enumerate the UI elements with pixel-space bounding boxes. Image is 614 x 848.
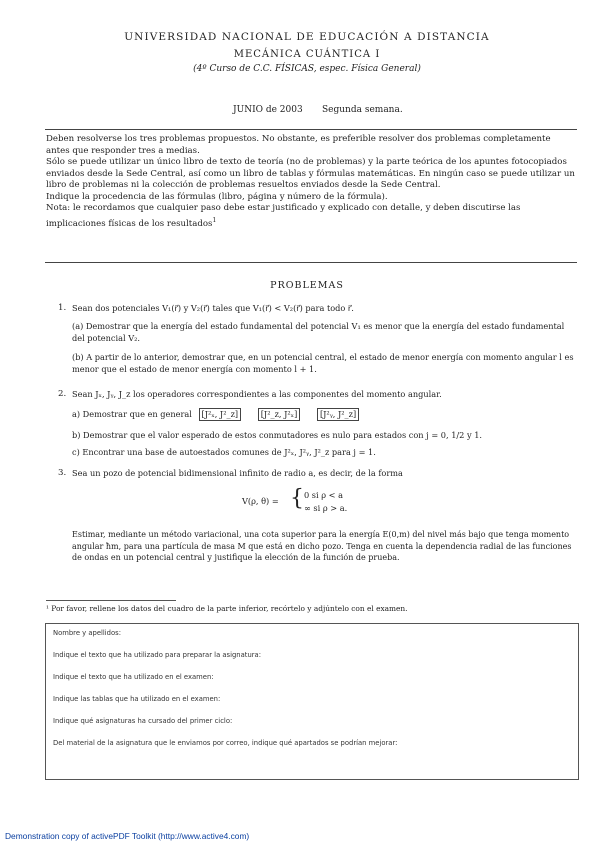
course-title: MECÁNICA CUÁNTICA I — [233, 49, 381, 60]
problems-heading: PROBLEMAS — [270, 280, 344, 291]
instruction-4 — [46, 203, 576, 230]
instruction-1: Deben resolverse los tres problemas propuestos. No obstante, es preferible resolver dos problemas completamente antes que responder tres a medias. — [46, 134, 551, 156]
problem-2-stem: Sean Jₓ, Jᵧ, J_z los operadores correspondientes a las componentes del momento angular. — [72, 389, 442, 399]
exam-week: Segunda semana. — [322, 105, 403, 115]
university-name: UNIVERSIDAD NACIONAL DE EDUCACIÓN A DISTANCIA — [124, 31, 490, 43]
problem-3-body: Estimar, mediante un método variacional, una cota superior para la energía E(0,m) del nivel más bajo que tenga momento angular ħm, para una partícula de masa M que está en dicho pozo. Tenga en cuenta la dependencia radial de las funciones de ondas en un potencial central y justifique la elección de la función de prueba. — [72, 530, 572, 562]
commutator-3: [J²ᵧ, J²_z] — [317, 408, 359, 421]
footnote-rule — [46, 600, 176, 601]
demo-watermark-link[interactable]: Demonstration copy of activePDF Toolkit (http://www.active4.com) — [5, 831, 250, 841]
problem-1-number: 1. — [58, 303, 67, 313]
instruction-4-text: Nota: le recordamos que cualquier paso debe estar justificado y explicado con detalle, y deben discutirse las implicaciones físicas de los resultados — [46, 203, 521, 229]
form-improvements-field[interactable]: Del material de la asignatura que le enviamos por correo, indique qué apartados se podrían mejorar: — [53, 739, 398, 747]
form-exam-text-field[interactable]: Indique el texto que ha utilizado en el examen: — [53, 673, 214, 681]
problem-2-part-c: c) Encontrar una base de autoestados comunes de J²ₓ, J²ᵧ, J²_z para j = 1. — [72, 447, 376, 457]
problem-1-part-a: (a) Demostrar que la energía del estado fundamental del potencial V₁ es menor que la energía del estado fundamental del potencial V₂. — [72, 321, 565, 343]
form-first-cycle-field[interactable]: Indique qué asignaturas ha cursado del primer ciclo: — [53, 717, 233, 725]
form-study-text-field[interactable]: Indique el texto que ha utilizado para preparar la asignatura: — [53, 651, 261, 659]
instruction-3: Indique la procedencia de las fórmulas (libro, página y número de la fórmula). — [46, 191, 388, 202]
problem-1-stem: Sean dos potenciales V₁(r⃗) y V₂(r⃗) tales que V₁(r⃗) < V₂(r⃗) para todo r⃗. — [72, 303, 354, 313]
footnote-marker: 1 — [212, 216, 217, 224]
exam-date: JUNIO de 2003 — [233, 105, 303, 115]
commutator-1: [J²ₓ, J²_z] — [199, 408, 242, 421]
problem-2-part-a — [72, 408, 578, 421]
instruction-2: Sólo se puede utilizar un único libro de texto de teoría (no de problemas) y la parte teórica de los apuntes fotocopiados enviados desde la Sede Central, así como un libro de tablas y fórmulas matemáticas. En ningún caso se puede utilizar un libro de problemas ni la colección de problemas resueltos enviados desde la Sede Central. — [46, 157, 575, 190]
form-name-field[interactable]: Nombre y apellidos: — [53, 629, 121, 637]
potential-case-2: ∞ si ρ > a. — [304, 503, 348, 513]
footnote-text: ¹ Por favor, rellene los datos del cuadro de la parte inferior, recórtelo y adjúntelo con el examen. — [46, 604, 408, 613]
problem-3-stem: Sea un pozo de potencial bidimensional infinito de radio a, es decir, de la forma — [72, 468, 403, 478]
top-divider — [45, 129, 577, 130]
middle-divider — [45, 262, 577, 263]
problem-3-number: 3. — [58, 468, 67, 478]
problem-2-part-b: b) Demostrar que el valor esperado de estos conmutadores es nulo para estados con j = 0, 1/2 y 1. — [72, 430, 483, 440]
problem-1-part-b: (b) A partir de lo anterior, demostrar que, en un potencial central, el estado de menor energía con momento angular l es menor que el estado de menor energía con momento l + 1. — [72, 352, 574, 374]
instructions — [46, 134, 576, 230]
potential-lhs: V(ρ, θ) = — [242, 496, 279, 506]
potential-case-1: 0 si ρ < a — [304, 490, 343, 500]
problem-2-number: 2. — [58, 389, 67, 399]
commutator-2: [J²_z, J²ₓ] — [258, 408, 301, 421]
form-tables-field[interactable]: Indique las tablas que ha utilizado en el examen: — [53, 695, 221, 703]
piecewise-brace: { — [290, 486, 304, 511]
student-form-box — [45, 623, 579, 780]
course-subtitle: (4º Curso de C.C. FÍSICAS, espec. Física General) — [193, 64, 421, 74]
problem-2-part-a-prefix: a) Demostrar que en general — [72, 409, 192, 419]
